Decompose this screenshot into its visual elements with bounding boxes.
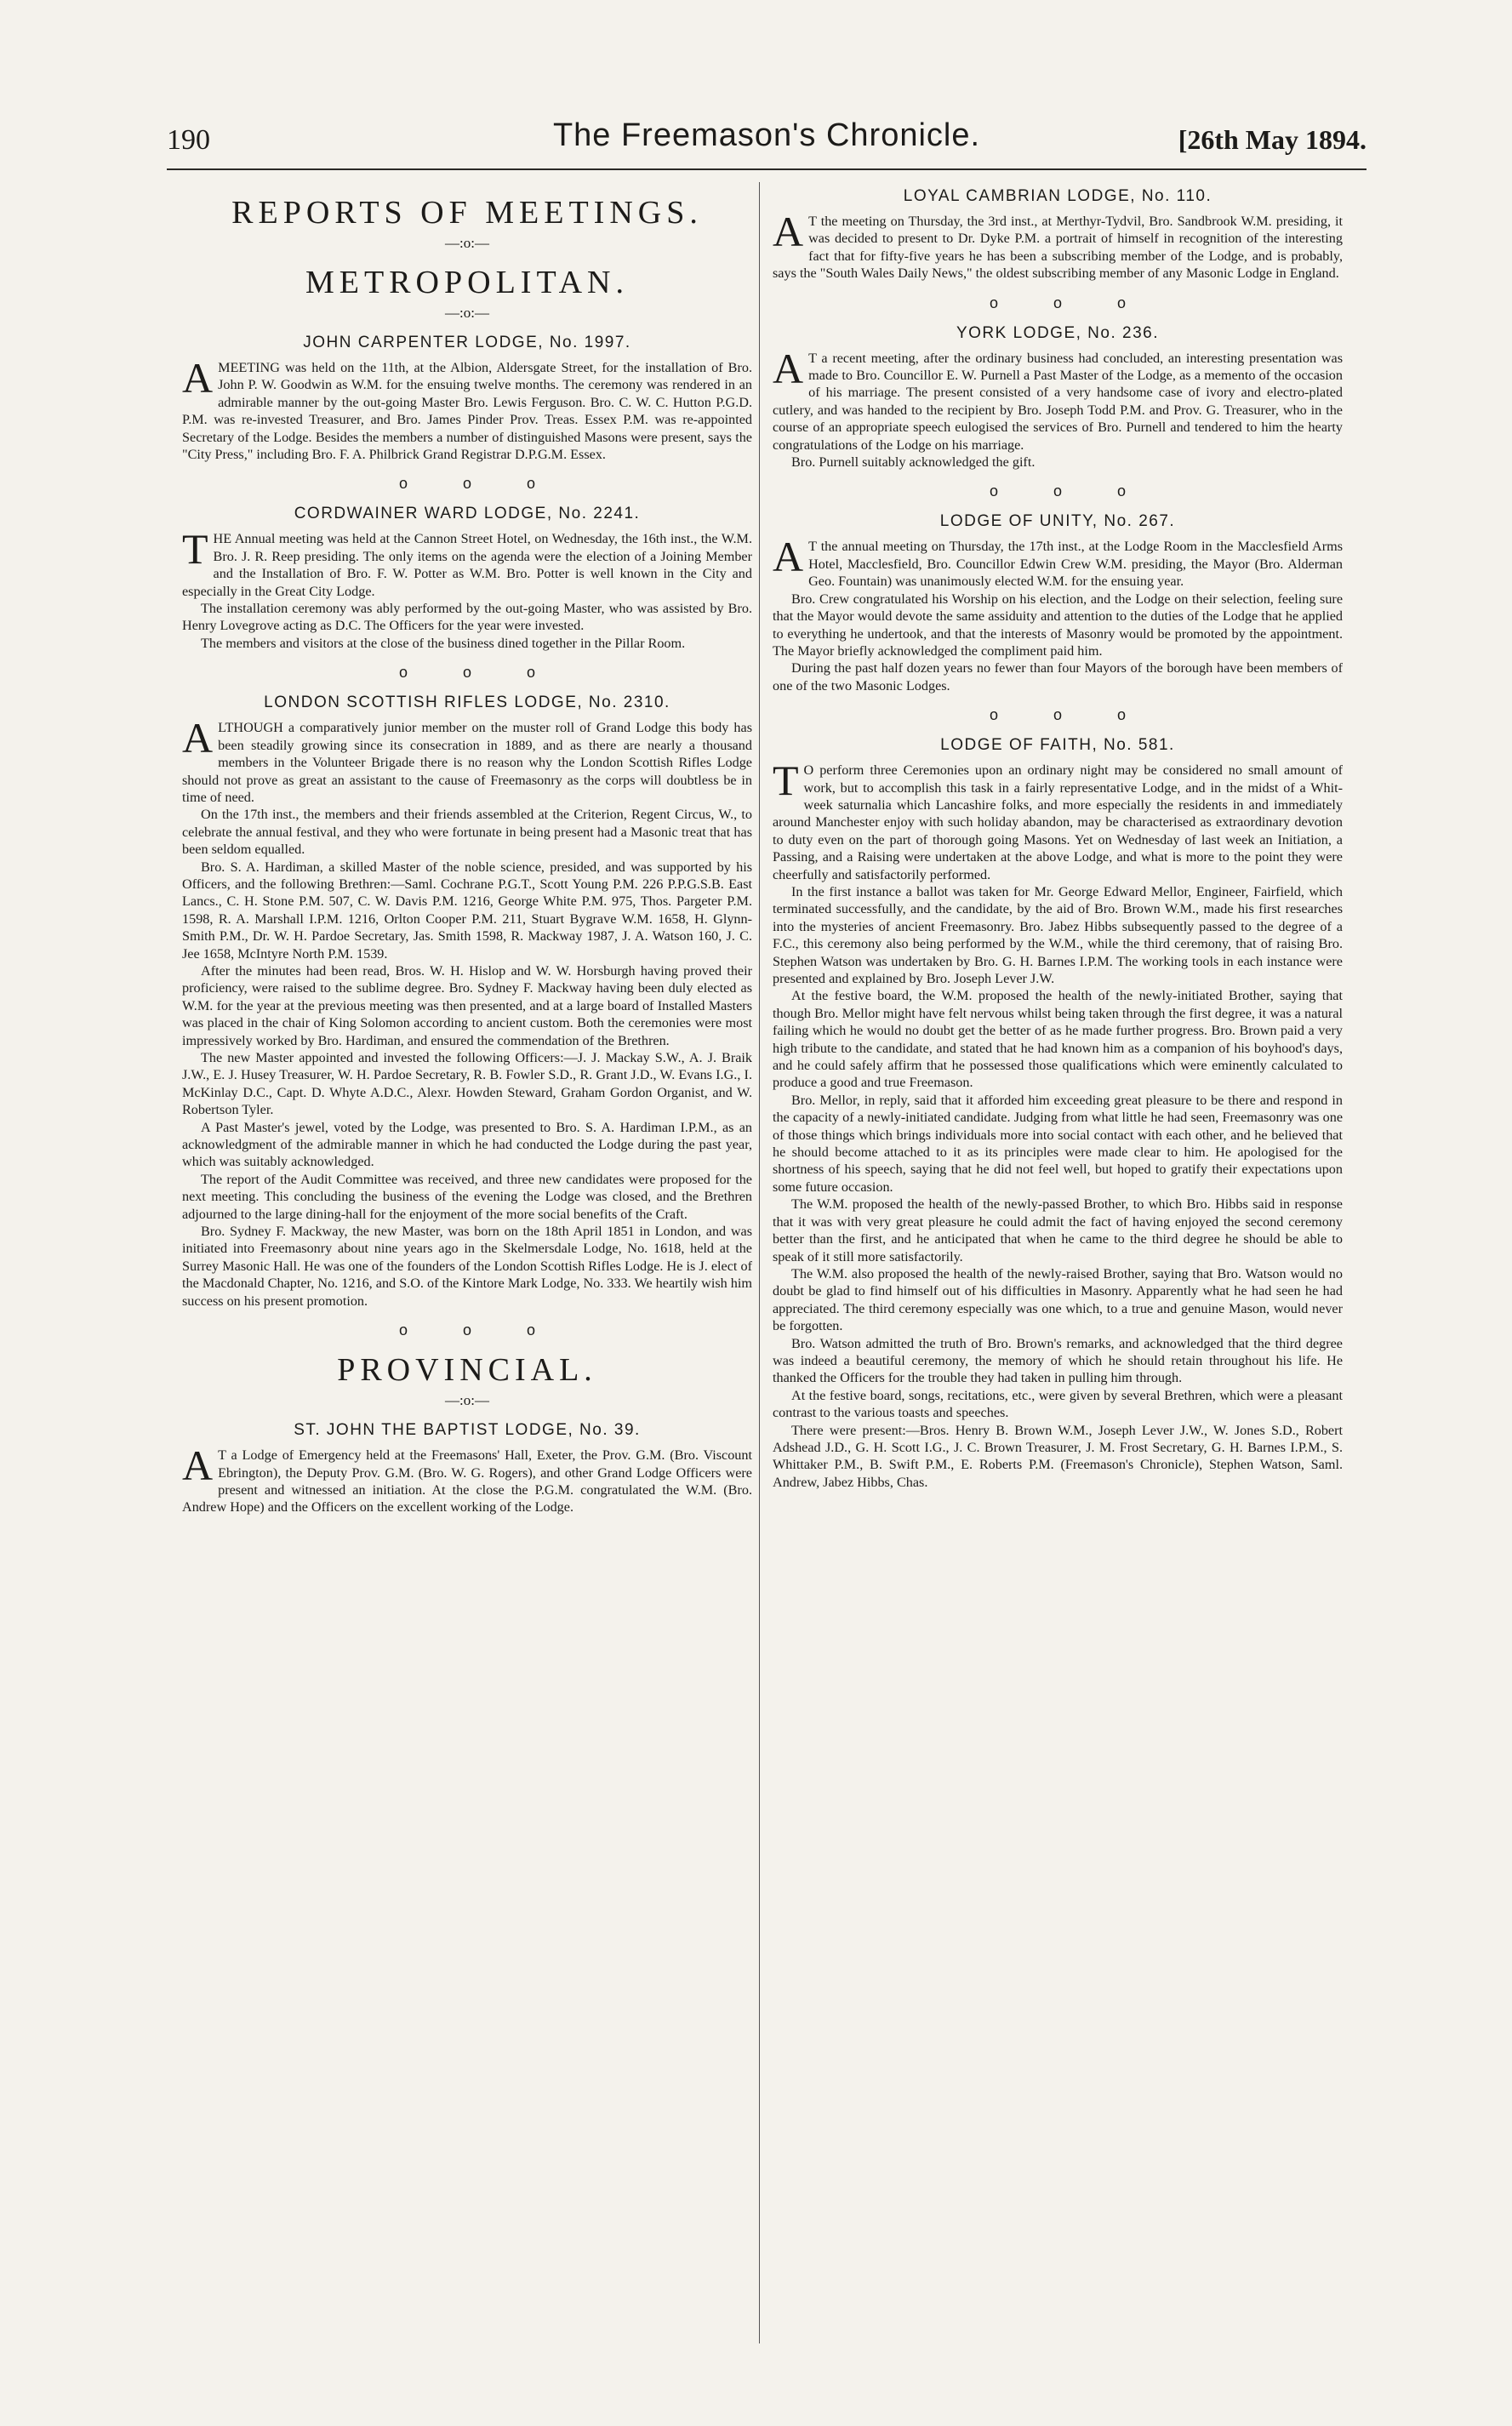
article-paragraph: Bro. Purnell suitably acknowledged the gift.: [791, 454, 1036, 471]
ornament-separator: o o o: [398, 1321, 562, 1339]
article-heading: JOHN CARPENTER LODGE, No. 1997.: [303, 334, 631, 351]
section-separator: —:o:—: [445, 305, 489, 321]
masthead: [167, 117, 1367, 170]
drop-cap: T: [182, 525, 208, 574]
article-paragraph: Bro. Crew congratulated his Worship on his election, and the Lodge on their selection, feeling sure that the Mayor would devote the same assiduity and attention to the duties of the Lodge that he applied to everything he undertook, and that the interests of Masonry would be promoted by the appointment. The Mayor briefly acknowledged the compliment paid him.: [773, 591, 1343, 659]
ornament-separator: o o o: [398, 475, 562, 493]
article-heading: LODGE OF UNITY, No. 267.: [939, 512, 1176, 531]
article-heading: ST. JOHN THE BAPTIST LODGE, No. 39.: [294, 1421, 641, 1440]
drop-cap: T: [773, 756, 799, 805]
article-paragraph: There were present:—Bros. Henry B. Brown W.M., Joseph Lever J.W., W. Jones S.D., Robert Adshead J.D., G. H. Scott I.G., J. C. Brown Treasurer, J. M. Frost Secretary, G. H. Barnes I.P.M., S. Whittaker P.M., B. Swift P.M., E. Roberts P.M. (Freemason's Chronicle), Stephen Watson, Saml. Andrew, Jabez Hibbs, Chas.: [773, 1422, 1343, 1490]
article-paragraph: The W.M. also proposed the health of the newly-raised Brother, saying that Bro. Watson would no doubt be glad to find himself out of his difficulties in Masonry. Apparently what he had seen he had appreciated. The third ceremony especially was one which, to a true and genuine Mason, would never be forgotten.: [773, 1265, 1343, 1334]
article-paragraph: In the first instance a ballot was taken for Mr. George Edward Mellor, Engineer, Fairfield, which terminated successfully, and the candidate, by the aid of Bro. Brown W.M., made his first researches into the mysteries of ancient Freemasonry. Bro. Jabez Hibbs subsequently passed to the degree of a F.C., this ceremony also being performed by the W.M., while the third ceremony, that of raising Bro. Stephen Watson was undertaken by Bro. G. H. Barnes I.P.M. The working tools in each instance were presented and explained by Bro. Joseph Lever J.W.: [773, 883, 1343, 986]
ornament-separator: o o o: [989, 294, 1152, 311]
drop-cap: A: [773, 533, 804, 581]
drop-cap: A: [182, 354, 214, 402]
article-heading: CORDWAINER WARD LODGE, No. 2241.: [294, 505, 641, 523]
article-heading: YORK LODGE, No. 236.: [956, 323, 1160, 342]
article-paragraph: [182, 525, 752, 600]
metropolitan-heading: METROPOLITAN.: [305, 265, 629, 300]
article: [182, 1421, 752, 1516]
article-paragraph: The new Master appointed and invested the following Officers:—J. J. Mackay S.W., A. J. Braik J.W., E. J. Husey Treasurer, W. H. Pardoe Secretary, R. B. Fowler S.D., R. Grant J.D., W. Evans I.G., I. McKinlay D.C., Capt. D. Whyte A.D.C., Alexr. Howden Steward, Graham Gordon Organist, and W. Robertson Tyler.: [182, 1050, 752, 1118]
article-paragraph: A Past Master's jewel, voted by the Lodge, was presented to Bro. S. A. Hardiman I.P.M., as an acknowledgment of the admirable manner in which he had conducted the Lodge during the past year, which was suitably acknowledged.: [182, 1119, 752, 1170]
article-paragraph: Bro. S. A. Hardiman, a skilled Master of the noble science, presided, and was supported by his Officers, and the following Brethren:—Saml. Cochrane P.G.T., Scott Young P.M. 226 P.P.G.S.B. East Lancs., C. H. Stone P.M. 507, C. W. Davis P.M. 1216, George White P.M. 975, Thos. Pargeter P.M. 1598, R. A. Marshall I.P.M. 1216, Orlton Cooper P.M. 211, Stuart Bygrave W.M. 1658, H. Glynn-Smith P.M., Dr. W. H. Pardoe Secretary, Jas. Smith 1598, R. Mackway 1987, J. A. Watson 160, J. C. Jee 1658, McIntyre North P.M. 1539.: [182, 859, 752, 962]
article-paragraph: [182, 714, 752, 806]
paragraph-text: HE Annual meeting was held at the Cannon Street Hotel, on Wednesday, the 16th inst., the W.M. Bro. J. R. Reep presiding. The only items on the agenda were the election of a Joining Member and the Installation of Bro. F. W. Potter as W.M. Bro. Potter is well known in the City and especially in the Great City Lodge.: [182, 531, 752, 599]
article-paragraph: The report of the Audit Committee was received, and three new candidates were proposed for the next meeting. This concluding the business of the evening the Lodge was closed, and the Brethren adjourned to the large dining-hall for the enjoyment of the more social benefits of the Craft.: [182, 1171, 752, 1222]
article-paragraph: During the past half dozen years no fewer than four Mayors of the borough have been members of one of the two Masonic Lodges.: [773, 660, 1343, 694]
article: [182, 505, 752, 652]
article-paragraph: At the festive board, songs, recitations, etc., were given by several Brethren, which were a pleasant contrast to the various toasts and speeches.: [773, 1387, 1343, 1421]
article-paragraph: [773, 533, 1343, 590]
paragraph-text: MEETING was held on the 11th, at the Albion, Aldersgate Street, for the installation of Bro. John P. W. Goodwin as W.M. for the ensuing twelve months. The ceremony was rendered in an admirable manner by the out-going Master Bro. Lewis Ferguson. Bro. C. W. C. Hutton P.G.D. P.M. was re-invested Treasurer, and Bro. James Pinder Prov. Treas. Essex P.M. was re-appointed Secretary of the Lodge. Besides the members a number of distinguished Masons were present, says the "City Press," including Bro. F. A. Philbrick Grand Registrar D.P.G.M. Essex.: [182, 360, 752, 463]
article-paragraph: The W.M. proposed the health of the newly-passed Brother, to which Bro. Hibbs said in response that it was with very great pleasure he could admit the fact of having enjoyed the second ceremony better than the first, and he anticipated that when he came to the third degree he should be able to speak of it still more satisfactorily.: [773, 1196, 1343, 1264]
section-separator: —:o:—: [445, 1392, 489, 1409]
paragraph-text: T the meeting on Thursday, the 3rd inst., at Merthyr-Tydvil, Bro. Sandbrook W.M. presiding, it was decided to present to Dr. Dyke P.M. a portrait of himself in recognition of the interesting fact that for fifty-five years he has been a subscribing member of the Lodge, and is probably, says the "South Wales Daily News," the oldest subscribing member of any Masonic Lodge in England.: [773, 214, 1343, 282]
provincial-heading: PROVINCIAL.: [337, 1352, 597, 1389]
article-paragraph: Bro. Watson admitted the truth of Bro. Brown's remarks, and acknowledged that the third degree was indeed a beautiful ceremony, the memory of which he should retain throughout his life. He thanked the Officers for the trouble they had taken in pulling him through.: [773, 1335, 1343, 1386]
drop-cap: A: [773, 208, 804, 255]
article-paragraph: After the minutes had been read, Bros. W. H. Hislop and W. W. Horsburgh having proved their proficiency, were raised to the sublime degree. Bro. Sydney F. Mackway having been duly elected as W.M. for the year at the previous meeting was then presented, and at a large board of Installed Masters was placed in the chair of King Solomon according to ancient custom. Both the ceremonies were most impressively worked by Bro. Hardiman, and ensured the commendation of the Brethren.: [182, 962, 752, 1048]
ornament-separator: o o o: [989, 482, 1152, 500]
article: [773, 736, 1343, 1491]
paragraph-text: T a Lodge of Emergency held at the Freemasons' Hall, Exeter, the Prov. G.M. (Bro. Viscount Ebrington), the Deputy Prov. G.M. (Bro. W. G. Rogers), and other Grand Lodge Officers were present and witnessed an initiation. At the close the P.G.M. congratulated the W.M. (Bro. Andrew Hope) and the Officers on the excellent working of the Lodge.: [182, 1447, 752, 1516]
ornament-separator: o o o: [989, 706, 1152, 724]
page-number: 190: [167, 124, 210, 156]
article-heading: LONDON SCOTTISH RIFLES LODGE, No. 2310.: [264, 694, 670, 712]
article: [773, 512, 1343, 694]
article-heading: LOYAL CAMBRIAN LODGE, No. 110.: [903, 187, 1212, 205]
paragraph-text: LTHOUGH a comparatively junior member on the muster roll of Grand Lodge this body has been steadily growing since its consecration in 1889, and as there are nearly a thousand members in the Volunteer Brigade there is no reason why the London Scottish Rifles Lodge should not prove as great an assistant to the cause of Freemasonry as the corps will doubtless be in time of need.: [182, 720, 752, 805]
paper-title: The Freemason's Chronicle.: [552, 117, 981, 153]
article-paragraph: Bro. Sydney F. Mackway, the new Master, was born on the 18th April 1851 in London, and was initiated into Freemasonry about nine years ago in the Skelmersdale Lodge, No. 1618, held at the Surrey Masonic Hall. He was one of the founders of the London Scottish Rifles Lodge. He is J. elect of the Macdonald Chapter, No. 1216, and S.O. of the Kintore Mark Lodge, No. 333. We heartily wish him success on his present promotion.: [182, 1224, 752, 1309]
column-divider: [759, 182, 760, 2343]
article: [182, 694, 752, 1310]
article-paragraph: The members and visitors at the close of the business dined together in the Pillar Room.: [201, 635, 686, 651]
article-paragraph: Bro. Mellor, in reply, said that it afforded him exceeding great pleasure to be there and respond in the capacity of a newly-initiated candidate. Judging from what little he had seen, Freemasonry was one of those things which brings individuals more into social contact with each other, and he believed that he should become attached to it as its principles were made clear to him. He apologised for the shortness of his speech, saying that he did not feel well, but hoped to gratify their expectations upon some future occasion.: [773, 1092, 1343, 1195]
article-paragraph: [773, 756, 1343, 883]
article-paragraph: At the festive board, the W.M. proposed the health of the newly-initiated Brother, saying that though Bro. Mellor might have felt nervous whilst being taken through the first degree, it was a natural failing which he would no doubt get the better of as he made further progress. Bro. Brown paid a very high tribute to the candidate, and stated that he had known him as a companion of his boyhood's days, and he could safely affirm that he possessed those qualifications which were eminently calculated to produce a good and true Freemason.: [773, 988, 1343, 1091]
reports-heading: REPORTS OF MEETINGS.: [231, 195, 703, 231]
article-paragraph: The installation ceremony was ably performed by the out-going Master, who was assisted by Bro. Henry Lovegrove acting as D.C. The Officers for the year were invested.: [182, 601, 752, 634]
section-separator: —:o:—: [445, 235, 489, 251]
ornament-separator: o o o: [398, 664, 562, 682]
article-paragraph: [182, 1441, 752, 1516]
drop-cap: A: [182, 714, 214, 762]
right-column: [773, 182, 1343, 2360]
article-heading: LODGE OF FAITH, No. 581.: [940, 736, 1175, 755]
drop-cap: A: [182, 1441, 214, 1490]
paragraph-text: T a recent meeting, after the ordinary business had concluded, an interesting presentation was made to Bro. Councillor E. W. Purnell a Past Master of the Lodge, as a memento of the occasion of his marriage. The present consisted of a very handsome case of ivory and electro-plated cutlery, and was handed to the recipient by Bro. Joseph Todd P.M. and Prov. G. Treasurer, who in the course of an appropriate speech eulogised the services of Bro. Purnell and tendered to him the hearty congratulations of the Lodge on his marriage.: [773, 350, 1343, 453]
article-paragraph: [773, 208, 1343, 283]
paragraph-text: T the annual meeting on Thursday, the 17th inst., at the Lodge Room in the Macclesfield Arms Hotel, Macclesfield, Bro. Councillor Edwin Crew W.M. presiding, the Mayor (Bro. Alderman Geo. Fountain) was unanimously elected W.M. for the ensuing year.: [808, 539, 1343, 590]
article: [773, 187, 1343, 283]
article: [773, 324, 1343, 471]
article-paragraph: [773, 344, 1343, 454]
left-column: [182, 182, 752, 2360]
article-paragraph: [182, 354, 752, 463]
paragraph-text: O perform three Ceremonies upon an ordinary night may be considered no small amount of work, but to accomplish this task in a fairly representative Lodge, and in the midst of a Whit-week saturnalia which Lancashire folks, and more especially the residents in and immediately around Manchester enjoy with such holiday abandon, may be characterised as extraordinary devotion to duty even on the part of thorough going Masons. Yet on Wednesday of last week an Initiation, a Passing, and a Raising were undertaken at the above Lodge, and what is more to the point they were cheerfully and satisfactorily performed.: [773, 762, 1343, 882]
issue-date: [26th May 1894.: [1178, 124, 1367, 155]
article-paragraph: On the 17th inst., the members and their friends assembled at the Criterion, Regent Circus, W., to celebrate the annual festival, and they who were fortunate in being present had a Masonic treat that has been seldom equalled.: [182, 807, 752, 858]
drop-cap: A: [773, 344, 804, 392]
article: [182, 334, 752, 463]
